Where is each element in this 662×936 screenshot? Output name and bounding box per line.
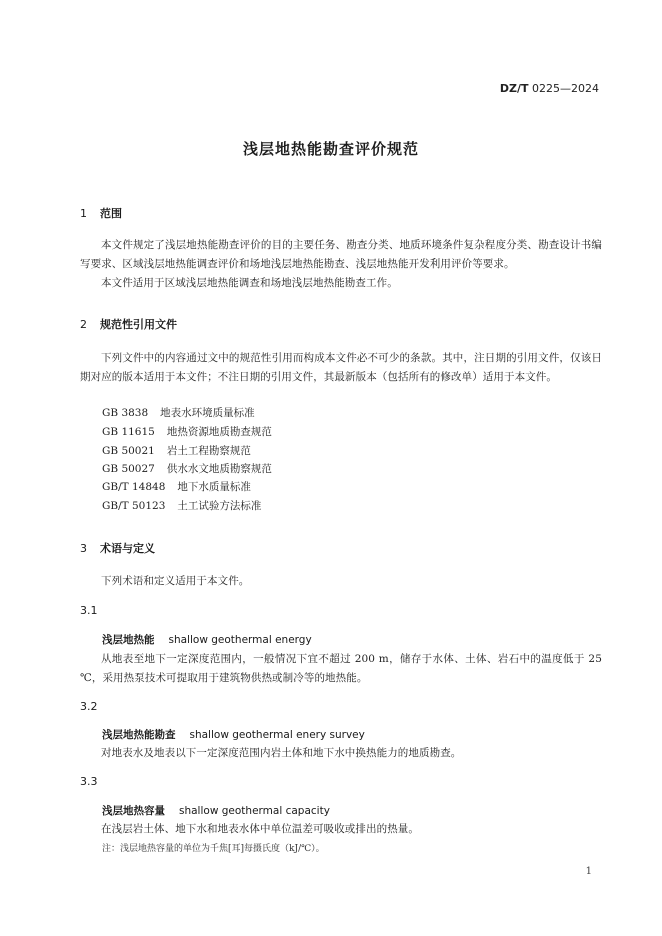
standard-code <box>500 82 599 95</box>
standard-number: 0225—2024 <box>532 82 599 95</box>
term-note: 注：浅层地热容量的单位为千焦[耳]每摄氏度（kJ/℃）。 <box>102 844 325 854</box>
reference-item <box>102 479 251 494</box>
section-3-heading <box>80 540 155 556</box>
term-number: 3.3 <box>80 775 98 788</box>
section-1-title: 范围 <box>100 207 122 220</box>
document-title: 浅层地热能勘查评价规范 <box>242 140 419 158</box>
page-number: 1 <box>585 866 592 877</box>
reference-name: 岩土工程勘察规范 <box>166 445 251 457</box>
section-1-paragraph-2: 本文件适用于区域浅层地热能调查和场地浅层地热能勘查工作。 <box>101 277 398 289</box>
section-1-number: 1 <box>80 207 87 220</box>
term-english: shallow geothermal capacity <box>179 805 330 817</box>
term-number: 3.2 <box>80 700 98 713</box>
reference-code: GB 3838 <box>102 407 149 419</box>
section-1-paragraph-1: 本文件规定了浅层地热能勘查评价的目的主要任务、勘查分类、地质环境条件复杂程度分类、勘查设计书编写要求、区域浅层地热能调查评价和场地浅层地热能勘查、浅层地热能开发利用评价等要求。 <box>80 239 602 270</box>
section-1-heading <box>80 205 122 221</box>
section-2-title: 规范性引用文件 <box>100 318 177 331</box>
reference-code: GB 50021 <box>102 445 155 457</box>
reference-code: GB/T 50123 <box>102 500 166 512</box>
term-english: shallow geothermal enery survey <box>189 729 365 741</box>
term-english: shallow geothermal energy <box>168 634 312 646</box>
reference-name: 地下水质量标准 <box>177 481 251 493</box>
reference-code: GB/T 14848 <box>102 481 166 493</box>
term-chinese: 浅层地热容量 <box>102 805 165 817</box>
reference-item <box>102 424 272 439</box>
section-3-title: 术语与定义 <box>100 542 155 555</box>
reference-name: 地表水环境质量标准 <box>160 407 255 419</box>
reference-item <box>102 405 255 420</box>
reference-code: GB 50027 <box>102 463 155 475</box>
standard-prefix: DZ/T <box>499 82 529 95</box>
section-3-paragraph-1: 下列术语和定义适用于本文件。 <box>101 575 250 587</box>
term-definition: 在浅层岩土体、地下水和地表水体中单位温差可吸收或排出的热量。 <box>101 823 419 835</box>
section-3-number: 3 <box>80 542 87 555</box>
section-2-heading <box>80 316 177 332</box>
section-2-paragraph-1: 下列文件中的内容通过文中的规范性引用而构成本文件必不可少的条款。其中，注日期的引用文件，仅该日期对应的版本适用于本文件；不注日期的引用文件，其最新版本（包括所有的修改单）适用于本文件。 <box>80 352 602 383</box>
reference-item <box>102 443 251 458</box>
reference-item <box>102 498 261 513</box>
reference-name: 土工试验方法标准 <box>177 500 262 512</box>
term-heading <box>102 803 330 818</box>
term-definition: 从地表至地下一定深度范围内，一般情况下宜不超过 200 m，储存于水体、土体、岩石中的温度低于 25 ℃，采用热泵技术可提取用于建筑物供热或制冷等的地热能。 <box>80 653 602 684</box>
reference-name: 供水水文地质勘察规范 <box>166 463 272 475</box>
reference-item <box>102 461 272 476</box>
term-heading <box>102 632 312 647</box>
term-definition: 对地表水及地表以下一定深度范围内岩土体和地下水中换热能力的地质勘查。 <box>101 747 462 759</box>
section-2-number: 2 <box>80 318 87 331</box>
term-heading <box>102 727 365 742</box>
reference-code: GB 11615 <box>102 426 155 438</box>
term-number: 3.1 <box>80 604 98 617</box>
reference-name: 地热资源地质勘查规范 <box>166 426 272 438</box>
term-chinese: 浅层地热能勘查 <box>102 729 176 741</box>
term-chinese: 浅层地热能 <box>102 634 155 646</box>
